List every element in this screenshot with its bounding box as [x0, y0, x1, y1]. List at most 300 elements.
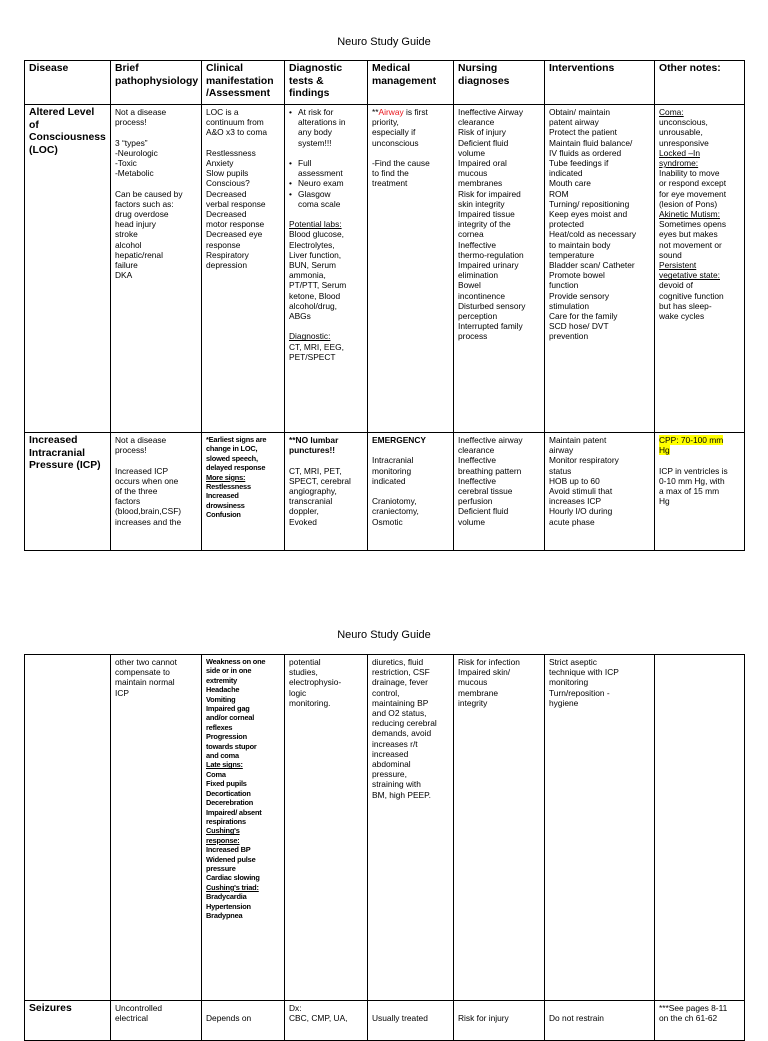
nursing-seizures	[454, 1001, 545, 1041]
text-line	[549, 1003, 650, 1013]
table-row-icp-continued	[25, 655, 745, 1001]
text-line: diuretics, fluid	[372, 657, 424, 667]
text-line: change in LOC,	[206, 444, 258, 454]
diagnostic-icp	[285, 433, 368, 551]
header-interventions: Interventions	[545, 61, 655, 105]
text-line	[289, 455, 363, 465]
text-line: but has sleep-	[659, 300, 712, 311]
bullet-item: • Neuro exam	[289, 178, 363, 188]
text-line: ICP	[115, 687, 129, 698]
text-line: devoid of	[659, 280, 693, 291]
text-line: Hg	[659, 496, 670, 507]
text-line: Maintain patent	[549, 435, 607, 445]
text-line: Electrolytes,	[289, 239, 335, 250]
text-line: Inability to move	[659, 168, 720, 179]
text-line: status	[549, 465, 572, 476]
text-line: monitoring	[372, 465, 412, 476]
text-line: Bowel	[458, 280, 481, 291]
header-medical: Medical management	[368, 61, 454, 105]
text-line: unconscious,	[659, 117, 708, 128]
bullet-item: • Glasgow	[289, 189, 363, 199]
text-line: angiography,	[289, 486, 337, 497]
header-diagnostic: Diagnostic tests & findings	[285, 61, 368, 105]
text-line: respirations	[206, 816, 246, 826]
text-line: straining with	[372, 779, 421, 790]
text-line: Provide sensory	[549, 290, 610, 301]
text-line: priority,	[372, 117, 399, 128]
text-line: Impaired skin/	[458, 667, 511, 678]
disease-seizures: Seizures	[25, 1001, 111, 1041]
text-line: factors such as:	[115, 198, 174, 209]
text-line: reflexes	[206, 722, 233, 732]
text-line: Impaired urinary	[458, 260, 519, 271]
text-line: drainage, fever	[372, 677, 428, 688]
text-line: of the three	[115, 486, 158, 497]
text-line: Anxiety	[206, 158, 234, 169]
text-line: cerebral tissue	[458, 486, 513, 497]
text-line: Conscious?	[206, 178, 250, 189]
text-line: Decreased	[206, 188, 247, 199]
text-line: doppler,	[289, 506, 319, 517]
text-line: Ineffective Airway	[458, 107, 524, 117]
text-line: DKA	[115, 270, 133, 281]
text-line: Weakness on one	[206, 657, 266, 666]
text-line: Blood glucose,	[289, 229, 344, 240]
text-line: Usually treated	[372, 1013, 428, 1024]
diagnostic-list	[289, 342, 363, 362]
text-line: Deficient fluid	[458, 137, 509, 148]
text-line: Hourly I/O during	[549, 506, 613, 517]
text-line: restriction, CSF	[372, 667, 430, 678]
text-line: IV fluids as ordered	[549, 147, 622, 158]
text-line: Increased	[206, 491, 239, 501]
bullet-continuation: system!!!	[298, 137, 332, 148]
text-line: SPECT, cerebral	[289, 475, 351, 486]
text-line: electrophysio-	[289, 677, 342, 688]
labs-heading: Potential labs:	[289, 219, 342, 230]
text-line: Not a disease	[115, 435, 167, 445]
text-line: thermo-regulation	[458, 249, 524, 260]
text-line: syndrome:	[659, 158, 699, 169]
text-line: unrousable,	[659, 127, 703, 138]
text-line: increases r/t	[372, 738, 418, 749]
text-line	[206, 1003, 280, 1013]
text-line: process!	[115, 117, 147, 128]
text-line: ***See pages 8-11	[659, 1003, 728, 1013]
text-line: ketone, Blood	[289, 290, 341, 301]
text-line: punctures!!	[289, 445, 336, 456]
text-line: or respond except	[659, 178, 727, 189]
notes-icp	[655, 433, 745, 551]
text-line: mucous	[458, 168, 488, 179]
text-line: unresponsive	[659, 137, 709, 148]
text-line: and O2 status,	[372, 708, 427, 719]
text-line: Risk for infection	[458, 657, 520, 667]
text-line: Tube feedings if	[549, 158, 609, 169]
text-line: drug overdose	[115, 209, 169, 220]
text-line: extremity	[206, 675, 238, 685]
text-line: Uncontrolled	[115, 1003, 163, 1013]
text-line: stimulation	[549, 300, 590, 311]
text-line: cornea	[458, 229, 484, 240]
text-line	[289, 148, 363, 158]
clinical-loc	[202, 105, 285, 433]
text-line: volume	[458, 147, 485, 158]
patho-icp-continued	[111, 655, 202, 1001]
text-line	[659, 435, 740, 445]
study-guide-table-page-1	[24, 60, 745, 551]
text-line	[372, 148, 449, 158]
text-line: eyes but makes	[659, 229, 718, 240]
text-line: volume	[458, 516, 485, 527]
text-line: control,	[372, 687, 400, 698]
notes-seizures	[655, 1001, 745, 1041]
text-line: Risk for injury	[458, 1013, 509, 1024]
text-line: Ineffective airway	[458, 435, 523, 445]
text-line: patent airway	[549, 117, 599, 128]
text-line: slowed speech,	[206, 453, 258, 463]
text-line: Fixed pupils	[206, 779, 247, 789]
text-line	[458, 1003, 540, 1013]
clinical-icp-continued	[202, 655, 285, 1001]
text-line: -Metabolic	[115, 168, 154, 179]
bullet-item: • At risk for	[289, 107, 363, 117]
text-line: Ineffective	[458, 239, 497, 250]
text-line: ABGs	[289, 311, 311, 322]
interventions-icp-continued	[545, 655, 655, 1001]
medical-icp-continued	[368, 655, 454, 1001]
text-line: Heat/cold as necessary	[549, 229, 637, 240]
text-line: to maintain body	[549, 239, 611, 250]
diagnostic-loc	[285, 105, 368, 433]
text-line: wake cycles	[659, 311, 705, 322]
text-line: increases ICP	[549, 496, 602, 507]
text-line: Turning/ repositioning	[549, 198, 630, 209]
text-line: Locked –In	[659, 147, 700, 158]
text-line: Mouth care	[549, 178, 591, 189]
text-line: Decreased eye	[206, 229, 263, 240]
text-line: hepatic/renal	[115, 249, 163, 260]
text-line: process!	[115, 445, 147, 456]
text-line: Bradycardia	[206, 892, 247, 902]
text-line: Impaired/ absent	[206, 807, 262, 817]
text-line: towards stupor	[206, 741, 257, 751]
text-line: side or in one	[206, 666, 252, 676]
text-line: Vomiting	[206, 694, 236, 704]
text-line: acute phase	[549, 516, 595, 527]
text-line: demands, avoid	[372, 728, 432, 739]
text-line: prevention	[549, 331, 589, 342]
text-line: airway	[549, 445, 574, 456]
labs-list	[289, 229, 363, 321]
disease-loc: Altered Level of Consciousness (LOC)	[25, 105, 111, 433]
study-guide-table-page-2	[24, 654, 745, 1041]
text-line: Persistent	[659, 260, 697, 271]
text-line: (lesion of Pons)	[659, 198, 718, 209]
highlight-text: Hg	[659, 445, 670, 456]
text-line: indicated	[549, 168, 583, 179]
text-line: perfusion	[458, 496, 493, 507]
text-line: response:	[206, 835, 240, 845]
text-line: studies,	[289, 667, 318, 678]
text-line: other two cannot	[115, 657, 177, 667]
header-row	[25, 61, 745, 105]
text-line: reducing cerebral	[372, 718, 437, 729]
text-line: drowsiness	[206, 500, 245, 510]
text-line: -Neurologic	[115, 147, 158, 158]
text-line: unconscious	[372, 137, 419, 148]
text-line: Decerebration	[206, 798, 254, 808]
text-line: 3 “types”	[115, 137, 148, 148]
nursing-loc	[454, 105, 545, 433]
text-line: head injury	[115, 219, 156, 230]
text-line: Monitor respiratory	[549, 455, 619, 466]
medical-loc-lines	[372, 117, 449, 188]
interventions-loc	[545, 105, 655, 433]
text-line: pressure,	[372, 769, 407, 780]
text-line: function	[549, 280, 579, 291]
text-line: Sometimes opens	[659, 219, 727, 230]
text-line: Restlessness	[206, 482, 251, 492]
header-disease: Disease	[25, 61, 111, 105]
text-line	[115, 127, 197, 137]
text-line: electrical	[115, 1013, 149, 1024]
text-line: Akinetic Mutism:	[659, 209, 720, 220]
table-row-seizures	[25, 1001, 745, 1041]
text-line: protected	[549, 219, 584, 230]
text-line: delayed response	[206, 463, 266, 473]
text-line: continuum from	[206, 117, 264, 128]
text-line: Progression	[206, 732, 247, 742]
text-line: membrane	[458, 687, 499, 698]
text-line: Disturbed sensory	[458, 300, 526, 311]
text-line: motor response	[206, 219, 265, 230]
diagnostic-seizures	[285, 1001, 368, 1041]
medical-seizures	[368, 1001, 454, 1041]
header-notes: Other notes:	[655, 61, 745, 105]
text-line: Impaired gag	[206, 704, 250, 714]
text-line: verbal response	[206, 198, 266, 209]
notes-loc	[655, 105, 745, 433]
text-line: response	[206, 239, 241, 250]
text-line: factors	[115, 496, 141, 507]
text-line: Increased ICP	[115, 465, 169, 476]
text-line	[206, 138, 280, 148]
text-line: Protect the patient	[549, 127, 617, 138]
text-line: not movement or	[659, 239, 722, 250]
header-clinical: Clinical manifestation /Assessment	[202, 61, 285, 105]
text-line: Headache	[206, 685, 240, 695]
text-line: alcohol	[115, 239, 142, 250]
patho-icp	[111, 433, 202, 551]
text-line: incontinence	[458, 290, 506, 301]
bullet-item: • Full	[289, 158, 363, 168]
nursing-icp-continued	[454, 655, 545, 1001]
text-line: Widened pulse	[206, 854, 256, 864]
text-line: Intracranial	[372, 455, 414, 466]
diagnostic-icp-continued	[285, 655, 368, 1001]
table-row-loc	[25, 105, 745, 433]
text-line: HOB up to 60	[549, 475, 600, 486]
text-line: Maintain fluid balance/	[549, 137, 633, 148]
medical-icp-lines	[372, 455, 449, 526]
text-line: a max of 15 mm	[659, 486, 720, 497]
patho-loc	[111, 105, 202, 433]
text-line: potential	[289, 657, 321, 667]
text-line: maintaining BP	[372, 697, 429, 708]
interventions-seizures	[545, 1001, 655, 1041]
text-line: craniectomy,	[372, 506, 419, 517]
text-line: Not a disease	[115, 107, 167, 117]
text-line: compensate to	[115, 667, 170, 678]
text-line: Slow pupils	[206, 168, 249, 179]
nursing-icp	[454, 433, 545, 551]
text-line: transcranial	[289, 496, 333, 507]
text-line: Coma:	[659, 107, 684, 117]
text-line: monitoring.	[289, 697, 331, 708]
disease-icp-continued	[25, 655, 111, 1001]
text-line: Cushing's	[206, 826, 240, 836]
bullet-continuation: alterations in	[298, 117, 346, 128]
text-line	[372, 1003, 449, 1013]
text-line: ammonia,	[289, 270, 326, 281]
text-line: failure	[115, 260, 138, 271]
text-line: *Earliest signs are	[206, 435, 267, 444]
medical-loc	[368, 105, 454, 433]
header-nursing: Nursing diagnoses	[454, 61, 545, 105]
text-line: Ineffective	[458, 455, 497, 466]
text-line	[659, 445, 740, 455]
clinical-icp	[202, 433, 285, 551]
text-line: Respiratory	[206, 249, 249, 260]
text-line: Cushing's triad:	[206, 882, 259, 892]
notes-icp-continued	[655, 655, 745, 1001]
header-pathophysiology: Brief pathophysiology	[111, 61, 202, 105]
patho-seizures	[111, 1001, 202, 1041]
text-line: depression	[206, 260, 247, 271]
text-line: Confusion	[206, 510, 241, 520]
text-line: Cardiac slowing	[206, 873, 260, 883]
text-line: on the ch 61-62	[659, 1013, 718, 1024]
text-line: hygiene	[549, 697, 579, 708]
text-line: BM, high PEEP.	[372, 789, 431, 800]
text-line: A&O x3 to coma	[206, 127, 267, 138]
cpp-highlight	[659, 435, 740, 455]
icp-notes-lines	[659, 466, 740, 507]
bullet-continuation: any body	[298, 127, 332, 138]
diagnostic-heading: Diagnostic:	[289, 331, 331, 342]
text-line: integrity	[458, 697, 488, 708]
text-line: cognitive function	[659, 290, 724, 301]
bullet-continuation: assessment	[298, 168, 343, 179]
text-line: temperature	[549, 249, 595, 260]
text-line: Care for the family	[549, 311, 618, 322]
medical-icp	[368, 433, 454, 551]
emergency-label: EMERGENCY	[372, 435, 426, 445]
text-line: Liver function,	[289, 249, 342, 260]
text-line: Depends on	[206, 1013, 252, 1024]
text-line: vegetative state:	[659, 270, 720, 281]
page-title-2: Neuro Study Guide	[337, 629, 431, 641]
text-line: 0-10 mm Hg, with	[659, 475, 725, 486]
text-line: Dx:	[289, 1003, 302, 1013]
highlight-text: CPP: 70-100 mm	[659, 435, 724, 445]
text-line: especially if	[372, 127, 416, 138]
text-line: and/or corneal	[206, 713, 255, 723]
text-line: CT, MRI, PET,	[289, 465, 342, 476]
text-line: BUN, Serum	[289, 260, 337, 271]
text-line: sound	[659, 249, 682, 260]
text-line	[115, 178, 197, 188]
bullet-continuation: coma scale	[298, 198, 341, 209]
text-line: ROM	[549, 188, 569, 199]
text-line: increased	[372, 748, 409, 759]
airway-priority: **Airway is first	[372, 107, 428, 117]
page-title: Neuro Study Guide	[337, 36, 431, 48]
text-line: More signs:	[206, 472, 246, 482]
text-line: LOC is a	[206, 107, 239, 117]
text-line: clearance	[458, 445, 495, 456]
text-line: Restlessness	[206, 147, 256, 158]
text-line	[115, 455, 197, 465]
disease-icp: Increased Intracranial Pressure (ICP)	[25, 433, 111, 551]
text-line: stroke	[115, 229, 138, 240]
text-line: occurs when one	[115, 475, 179, 486]
text-line: Bradypnea	[206, 910, 243, 920]
text-line: ICP in ventricles is	[659, 465, 728, 476]
text-line: Deficient fluid	[458, 506, 509, 517]
text-line: Do not restrain	[549, 1013, 604, 1024]
text-line: process	[458, 331, 488, 342]
text-line: Decreased	[206, 209, 247, 220]
text-line: SCD hose/ DVT	[549, 321, 609, 332]
text-line: Turn/reposition -	[549, 687, 610, 698]
text-line: Craniotomy,	[372, 496, 417, 507]
text-line: monitoring	[549, 677, 589, 688]
text-line: PET/SPECT	[289, 351, 336, 362]
text-line: CT, MRI, EEG,	[289, 341, 344, 352]
text-line: treatment	[372, 178, 408, 189]
text-line: Strict aseptic	[549, 657, 597, 667]
text-line: mucous	[458, 677, 488, 688]
text-line: Impaired oral	[458, 158, 507, 169]
text-line: abdominal	[372, 759, 411, 770]
text-line: Interrupted family	[458, 321, 523, 332]
text-line: -Toxic	[115, 158, 137, 169]
text-line: pressure	[206, 863, 236, 873]
text-line: skin integrity	[458, 198, 505, 209]
text-line: elimination	[458, 270, 499, 281]
text-line: -Find the cause	[372, 158, 430, 169]
text-line: Late signs:	[206, 760, 243, 770]
text-line: indicated	[372, 475, 406, 486]
text-line: integrity of the	[458, 219, 511, 230]
text-line: **NO lumbar	[289, 435, 339, 445]
text-line: increases and the	[115, 516, 182, 527]
text-line: and coma	[206, 751, 239, 761]
text-line: Can be caused by	[115, 188, 183, 199]
text-line: Increased BP	[206, 845, 251, 855]
text-line: Risk for impaired	[458, 188, 521, 199]
text-line: to find the	[372, 168, 409, 179]
text-line: Keep eyes moist and	[549, 209, 628, 220]
text-line: breathing pattern	[458, 465, 522, 476]
text-line: Ineffective	[458, 475, 497, 486]
text-line: CBC, CMP, UA,	[289, 1013, 348, 1024]
text-line: Evoked	[289, 516, 317, 527]
clinical-seizures	[202, 1001, 285, 1041]
text-line: Risk of injury	[458, 127, 506, 138]
